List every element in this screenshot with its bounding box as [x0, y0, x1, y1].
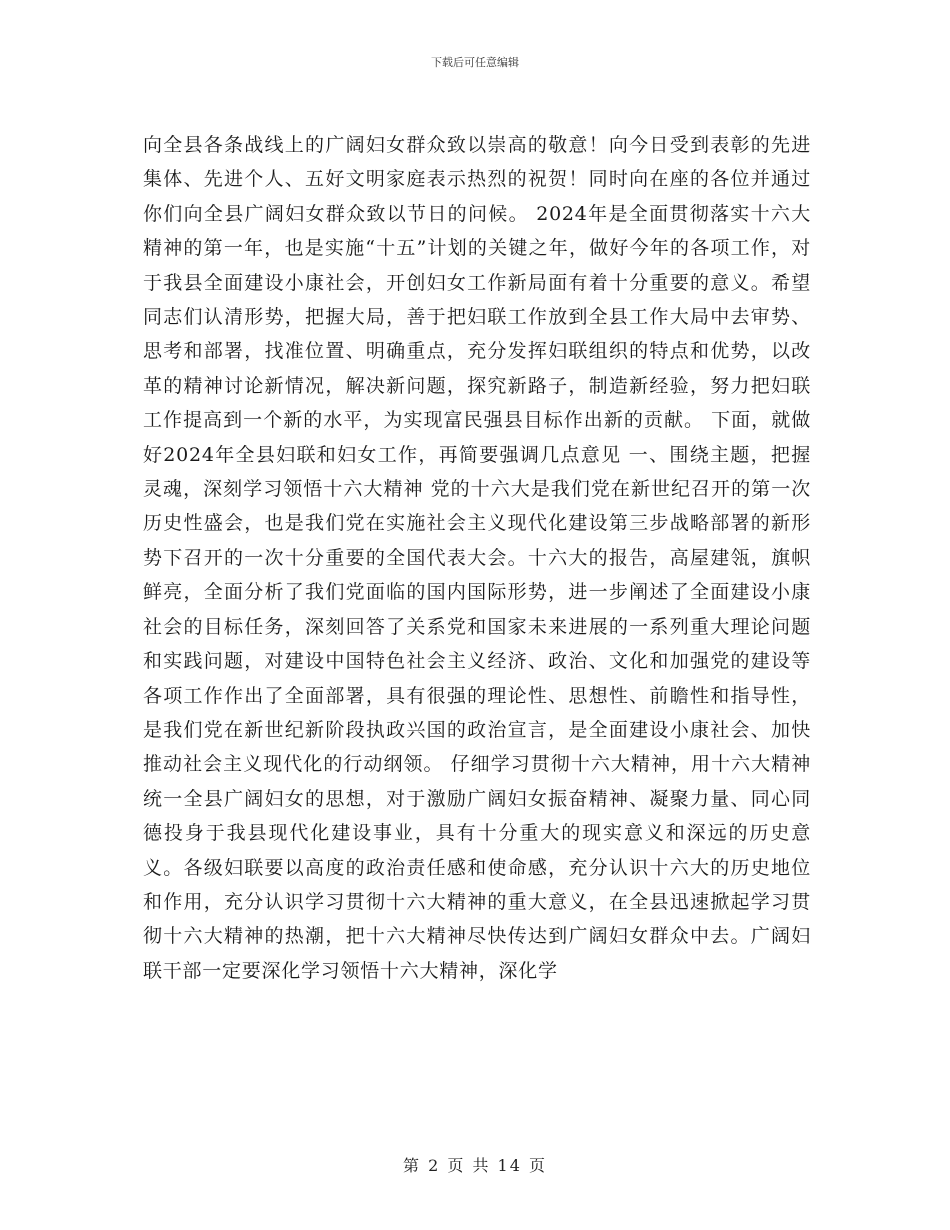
document-body-paragraph: 向全县各条战线上的广阔妇女群众致以崇高的敬意！向今日受到表彰的先进集体、先进个人、五好文明家庭表示热烈的祝贺！同时向在座的各位并通过你们向全县广阔妇女群众致以节日的问候。 2024年是全面贯彻落实十六大精神的第一年，也是实施“十五”计划的关键之年，做好今年的各项工作，对于我县全面建设小康社会，开创妇女工作新局面有着十分重要的意义。希望同志们认清形势，把握大局，善于把妇联工作放到全县工作大局中去审势、思考和部署，找准位置、明确重点，充分发挥妇联组织的特点和优势，以改革的精神讨论新情况，解决新问题，探究新路子，制造新经验，努力把妇联工作提高到一个新的水平，为实现富民强县目标作出新的贡献。 下面，就做好2024年全县妇联和妇女工作，再简要强调几点意见 一、围绕主题，把握灵魂，深刻学习领悟十六大精神 党的十六大是我们党在新世纪召开的第一次历史性盛会，也是我们党在实施社会主义现代化建设第三步战略部署的新形势下召开的一次十分重要的全国代表大会。十六大的报告，高屋建瓴，旗帜鲜亮，全面分析了我们党面临的国内国际形势，进一步阐述了全面建设小康社会的目标任务，深刻回答了关系党和国家未来进展的一系列重大理论问题和实践问题，对建设中国特色社会主义经济、政治、文化和加强党的建设等各项工作作出了全面部署，具有很强的理论性、思想性、前瞻性和指导性，是我们党在新世纪新阶段执政兴国的政治宣言，是全面建设小康社会、加快推动社会主义现代化的行动纲领。 仔细学习贯彻十六大精神，用十六大精神统一全县广阔妇女的思想，对于激励广阔妇女振奋精神、凝聚力量、同心同德投身于我县现代化建设事业，具有十分重大的现实意义和深远的历史意义。各级妇联要以高度的政治责任感和使命感，充分认识十六大的历史地位和作用，充分认识学习贯彻十六大精神的重大意义，在全县迅速掀起学习贯彻十六大精神的热潮，把十六大精神尽快传达到广阔妇女群众中去。广阔妇联干部一定要深化学习领悟十六大精神，深化学 [143, 134, 811, 982]
page-header-note: 下载后可任意编辑 [431, 56, 519, 69]
page-number-footer: 第 2 页 共 14 页 [403, 1156, 547, 1175]
